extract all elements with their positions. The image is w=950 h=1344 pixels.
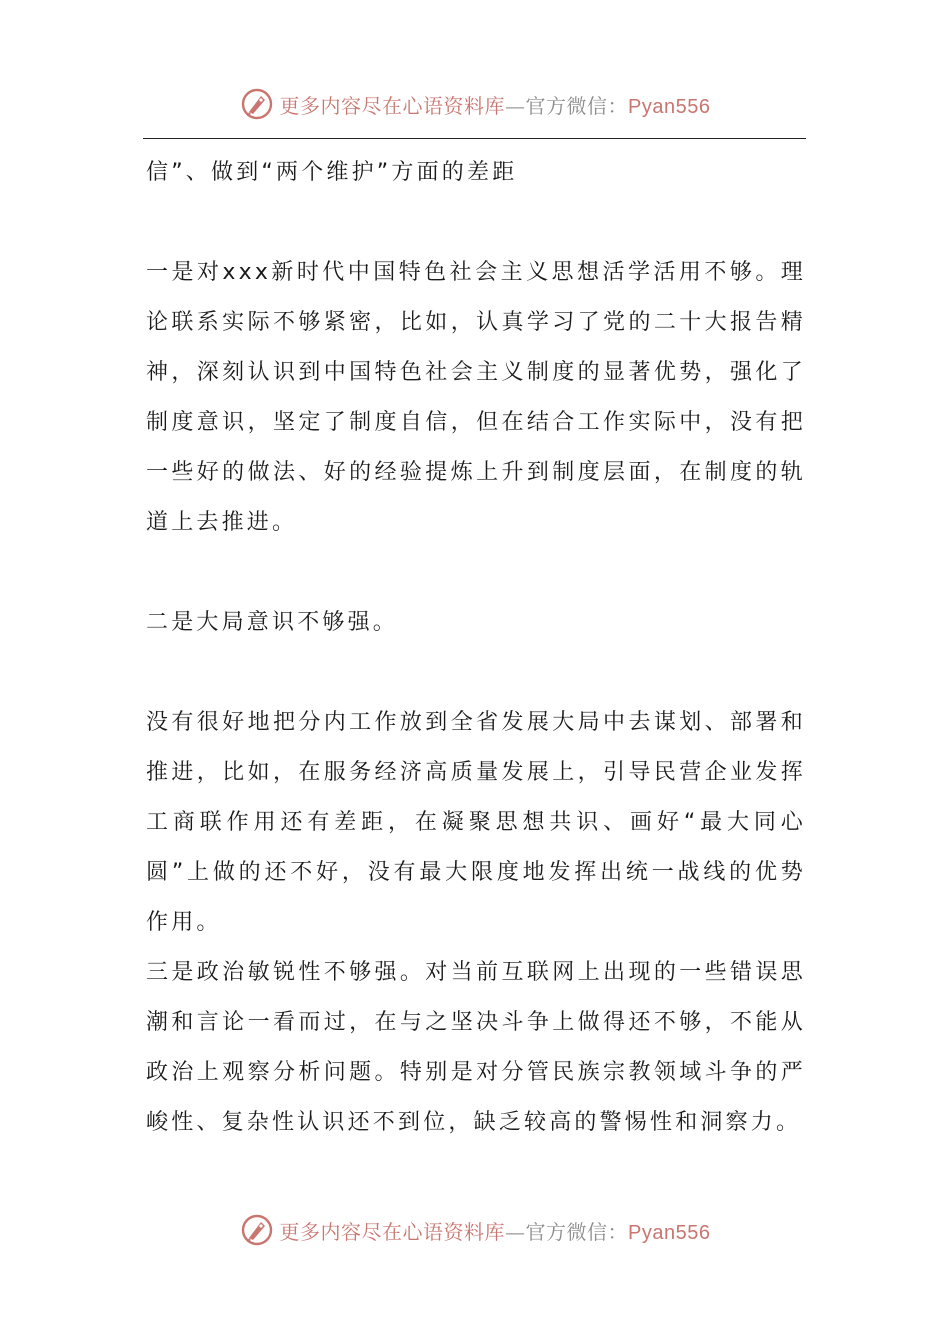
watermark-brand: 更多内容尽在心语资料库: [279, 1219, 506, 1244]
paragraph-gap: [146, 198, 806, 248]
paragraph-gap: [146, 648, 806, 698]
watermark-dash: —: [505, 1219, 526, 1244]
document-body: [146, 148, 806, 1148]
paragraph-point-three: 三是政治敏锐性不够强。对当前互联网上出现的一些错误思潮和言论一看而过，在与之坚决斗争上做得还不够，不能从政治上观察分析问题。特别是对分管民族宗教领域斗争的严峻性、复杂性认识还不到位，缺乏较高的警惕性和洞察力。: [146, 960, 806, 1135]
paragraph-continuation: 信”、做到“两个维护”方面的差距: [146, 160, 518, 185]
watermark-label: 官方微信：: [525, 93, 629, 118]
header-divider: [143, 138, 806, 139]
paragraph-gap: [146, 548, 806, 598]
pen-nib-logo-icon: [240, 1213, 274, 1247]
footer-watermark: [0, 1208, 950, 1252]
paragraph-point-one: 一是对xxx新时代中国特色社会主义思想活学活用不够。理论联系实际不够紧密，比如，认真学习了党的二十大报告精神，深刻认识到中国特色社会主义制度的显著优势，强化了制度意识，坚定了制度自信，但在结合工作实际中，没有把一些好的做法、好的经验提炼上升到制度层面，在制度的轨道上去推进。: [146, 260, 806, 535]
pen-nib-logo-icon: [240, 87, 274, 121]
watermark-brand: 更多内容尽在心语资料库: [279, 93, 506, 118]
paragraph-point-two-heading: 二是大局意识不够强。: [146, 610, 399, 635]
watermark-dash: —: [505, 93, 526, 118]
paragraph-point-two-body: 没有很好地把分内工作放到全省发展大局中去谋划、部署和推进，比如，在服务经济高质量发展上，引导民营企业发挥工商联作用还有差距，在凝聚思想共识、画好“最大同心圆”上做的还不好，没有最大限度地发挥出统一战线的优势作用。: [146, 710, 806, 935]
watermark-label: 官方微信：: [525, 1219, 629, 1244]
watermark-wechat-id: Pyan556: [628, 1221, 711, 1244]
watermark-wechat-id: Pyan556: [628, 95, 711, 118]
header-watermark: [0, 82, 950, 126]
